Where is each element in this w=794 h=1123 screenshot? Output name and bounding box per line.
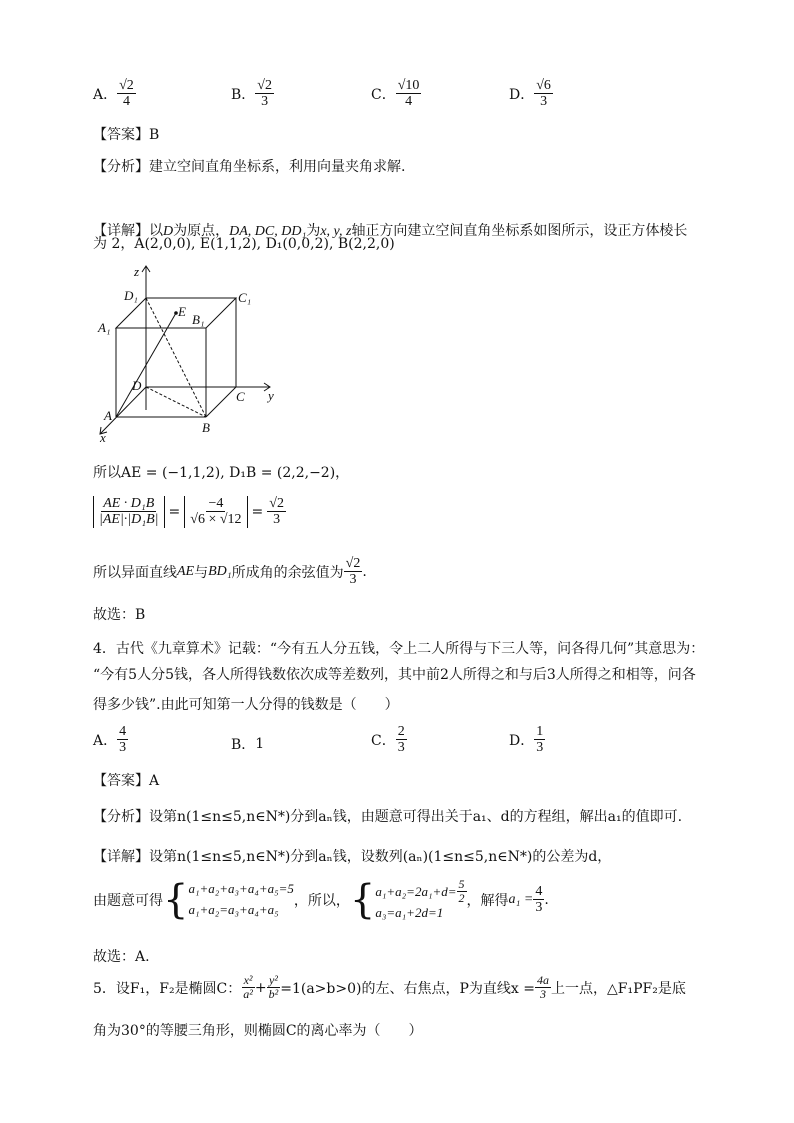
fraction-x: [241, 974, 255, 1001]
label-a1: A₁: [98, 320, 111, 335]
equation: a₁+a₂=a₃+a₄+a₅: [188, 901, 279, 917]
conclusion-fraction: [344, 556, 363, 588]
text: 为原点，: [173, 223, 230, 239]
text: P为直线x =: [459, 980, 535, 997]
text: 所成角的余弦值为: [231, 564, 344, 581]
q4-choose: 故选：A.: [93, 949, 150, 965]
equation: a₃=a₁+2d=1: [375, 905, 444, 921]
denominator: 3: [539, 987, 546, 1002]
text: 与: [194, 564, 209, 581]
q3-analysis: 【分析】建立空间直角坐标系，利用向量夹角求解.: [93, 159, 406, 175]
option-letter: C．: [371, 732, 396, 749]
denominator: 3: [261, 94, 269, 110]
option-fraction: [396, 78, 422, 110]
denominator: a²: [243, 987, 253, 1002]
math-vectors: DA, DC, DD₁: [229, 224, 307, 239]
option-fraction: [534, 724, 545, 756]
cos-result-fraction: [267, 496, 286, 528]
q3-conclusion: 所以异面直线 AE 与 BD₁ 所成角的余弦值为 $\frac{√2}{3}$ .: [93, 556, 367, 588]
numerator: 4a: [536, 973, 549, 987]
q4-detail: 【详解】设第n(1≤n≤5,n∈N*)分到aₙ钱，设数列(aₙ)(1≤n≤5,n∈N*)的公差为d，: [93, 849, 612, 865]
numerator: √10: [397, 78, 420, 93]
denominator: 3: [535, 900, 543, 916]
numerator: 2: [397, 724, 405, 739]
denominator: b²: [268, 987, 279, 1002]
option-letter: A．: [93, 732, 118, 749]
q5-line2: 角为30°的等腰三角形，则椭圆C的离心率为（ ）: [93, 1023, 423, 1039]
abs-bars-2: [184, 496, 247, 528]
numerator: −4: [208, 496, 224, 511]
label-z: z: [134, 264, 140, 279]
edge-b-c: [206, 387, 236, 417]
option-fraction: [117, 724, 128, 756]
cos-fraction: [97, 496, 161, 528]
label-b1: B₁: [192, 312, 205, 327]
label-y: y: [268, 388, 274, 403]
q4-answer: 【答案】A: [93, 773, 160, 789]
denominator: 3: [273, 512, 281, 528]
option-fraction: [396, 724, 407, 756]
denominator: 3: [536, 740, 544, 756]
system-1: [188, 879, 293, 921]
numerator: x²: [243, 973, 253, 987]
q3-cosine-formula: $\frac{\text{AE · D₁B}}{\text{|AE|·|D₁B|}}$ = $\frac{-4}{√6 \times √12}$ = $\frac{√2}{3}$: [93, 496, 286, 528]
text: 由题意可得: [93, 892, 163, 909]
label-d1: D₁: [124, 288, 138, 303]
label-e: E: [178, 304, 186, 319]
numerator: √2: [119, 78, 134, 93]
text: ，解得: [466, 892, 509, 909]
q3-option-a: [93, 78, 136, 110]
q4-line2: “今有5人分5钱，各人所得钱数依次成等差数列，其中前2人所得之和与后3人所得之和相等，问各: [93, 667, 696, 683]
numerator: 4: [119, 724, 127, 739]
abs-bars: [93, 496, 165, 528]
numerator: 4: [535, 883, 543, 899]
text: 上一点，△F₁PF₂是底: [550, 980, 686, 997]
equation: a₁+a₂+a₃+a₄+a₅=5: [188, 880, 294, 896]
option-letter: D．: [509, 86, 535, 103]
q3-option-c: [371, 78, 421, 110]
denominator: 4: [405, 94, 413, 110]
numerator: √2: [257, 78, 272, 93]
denominator: |AE|·|D₁B|: [99, 512, 159, 528]
option-letter: B．: [231, 86, 256, 103]
fraction-y: [267, 974, 281, 1001]
q4-line1: 4．古代《九章算术》记载：“今有五人分五钱，令上二人所得与下三人等，问各得几何”其意思为：: [93, 641, 705, 657]
text: =1(a>b>0)的左、右焦点，: [280, 980, 460, 997]
denominator: 3: [540, 94, 548, 110]
label-b: B: [202, 420, 210, 435]
q5-line1: [93, 974, 686, 1001]
text: ，所以，: [293, 892, 350, 909]
denominator: 2: [458, 891, 465, 906]
math-text: BD₁: [208, 563, 232, 579]
q4-option-c: [371, 724, 407, 756]
q3-option-d: [509, 78, 553, 110]
q3-choose: 故选：B: [93, 607, 146, 623]
plus-sign: +: [254, 979, 267, 996]
numerator: 5: [458, 877, 465, 891]
text: 5．设F₁，F₂是椭圆C：: [93, 980, 242, 997]
denominator: 3: [119, 740, 127, 756]
label-c1: C₁: [238, 290, 252, 305]
text: 为: [306, 223, 321, 239]
q4-line3: 得多少钱”.由此可知第一人分得的钱数是（ ）: [93, 697, 399, 713]
numerator: y²: [268, 973, 278, 987]
result-fraction: [533, 884, 544, 916]
numerator: AE · D₁B: [103, 496, 155, 511]
line-d-b: [146, 387, 206, 417]
q3-answer: 【答案】B: [93, 127, 160, 143]
q3-detail-line2: 为 2，A(2,0,0), E(1,1,2), D₁(0,0,2), B(2,2,0): [93, 236, 395, 252]
option-value: 1: [255, 736, 265, 752]
fraction-line: [535, 974, 551, 1001]
numerator: 1: [536, 724, 544, 739]
cube-figure: [90, 262, 290, 442]
math-text: AE: [177, 563, 195, 579]
label-d: D: [132, 378, 142, 393]
denominator: 3: [349, 572, 357, 588]
numerator: √2: [345, 556, 361, 571]
option-letter: C．: [371, 86, 396, 103]
q4-option-d: [509, 724, 545, 756]
equation-text: a₁+a₂=2a₁+d=: [375, 883, 457, 899]
denominator: 3: [397, 740, 405, 756]
q3-vector-line: 所以AE = (−1,1,2), D₁B = (2,2,−2)，: [93, 465, 350, 481]
option-fraction: [117, 78, 136, 110]
denominator: √6 × √12: [190, 512, 242, 528]
text: 轴正方向建立空间直角坐标系如图所示，设正方体棱长: [351, 223, 688, 239]
text: 【详解】以: [93, 223, 163, 239]
label-x: x: [100, 430, 106, 442]
result-label: a₁ =: [508, 891, 534, 907]
numerator: √6: [536, 78, 551, 93]
numerator: √2: [269, 496, 284, 511]
q4-analysis: 【分析】设第n(1≤n≤5,n∈N*)分到aₙ钱，由题意可得出关于a₁、d的方程组，解出a₁的值即可.: [93, 809, 683, 825]
label-c: C: [236, 389, 245, 404]
system-2: [375, 878, 466, 921]
q4-option-b: [231, 734, 264, 754]
cos-mid-fraction: [188, 496, 243, 528]
option-letter: A．: [93, 86, 118, 103]
math-text: D: [163, 224, 174, 239]
denominator: 4: [122, 94, 130, 110]
q4-system: 由题意可得 { a₁+a₂+a₃+a₄+a₅=5 a₁+a₂=a₃+a₄+a₅ ，所以， { a₁+a₂=2a₁+d= $\frac{5}{2}$ a₃=a₁+2d=1 ，解得 a₁ = $\frac{4}{3}$ .: [93, 876, 549, 923]
option-fraction: [255, 78, 274, 110]
option-letter: D．: [509, 732, 535, 749]
label-a: A: [104, 408, 112, 423]
equation: [375, 878, 466, 905]
option-fraction: [534, 78, 553, 110]
math-axes: x, y, z: [320, 224, 352, 239]
q4-option-a: [93, 724, 128, 756]
text: 所以异面直线: [93, 564, 177, 581]
q3-option-b: [231, 78, 274, 110]
option-letter: B．: [231, 737, 256, 753]
